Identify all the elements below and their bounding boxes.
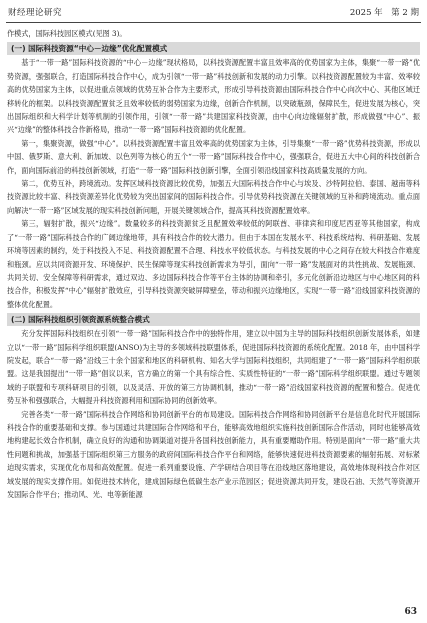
body-paragraph: 第二，优势互补，跨境流动。发挥区域科技资源比较优势，加强五大国际科技合作中心与埃及、沙特阿拉伯、泰国、越南等科技资源比较丰富、科技资源差异化优势较为突出国家间的国际科技合作。引导优势科技资源在关键领域的互补和跨境流动。重点面向解决“一带一路”区域发展的现实科技创新问题，开展关键领域合作，提高其科技资源配置效率。 (7, 179, 420, 215)
body-paragraph: 第一，集聚资源，做强“中心”。以科技资源配置丰富且效率高的优势国家为主体，引导集聚“一带一路”优势科技资源，形成以中国、俄罗斯、意大利、新加坡、以色列等为核心的五个“一带一路”国际科技合作中心，强强联合，促进五大中心间的科技创新合作，面向国际前沿的科技创新领域，打造“一带一路”国际科技创新引擎，全面引领沿线国家科技高质量发展的方向。 (7, 138, 420, 175)
page-number: 63 (404, 607, 417, 617)
body-paragraph: 基于“一带一路”国际科技资源的“中心－边缘”现状格局，以科技资源配置丰富且效率高的优势国家为主体，集聚“一带一路”优势资源，强强联合，打造国际科技合作中心，成为引领“一带一路”科技创新和发展的动力引擎。以科技资源配置较为丰富、效率较高的优势国家为主体，以促进重点领域的优势互补合作为主要形式，形成引导科技资源由国际科技合作中心向次中心、其他区域迁移转化的框架。以科技资源配置贫乏且效率较低的弱势国家为边缘，创新合作机制，以突破瓶颈，保障民生，促进发展为核心，突出国际组织和大科学计划等机制的引领作用，引领“一带一路”共建国家科技资源，由中心向边缘辐射扩散，形成做强“中心”、振兴“边缘”的整体科技合作新格局，推动“一带一路”国际科技资源的优化配置。 (7, 58, 420, 135)
journal-name: 财经理论研究 (8, 8, 63, 18)
header-rule (6, 22, 421, 23)
article-body (7, 27, 420, 501)
section-heading: (一) 国际科技资源“中心－边缘”优化配置模式 (7, 42, 420, 55)
body-paragraph: 第三，辐射扩散，振兴“边缘”。数量较多的科技资源贫乏且配置效率较低的阿联酋、菲律宾和印度尼西亚等其他国家，构成了“一带一路”国际科技合作的广阔边缘地带，具有科技合作的较大潜力。但由于本国在发展水平、科技系统结构、科研基础、发展环境等因素的制约，处于科技投入不足、科技资源配置不合理、科技水平较低状态。与科技发展的中心之间存在较大科技合作难度和瓶颈。应以共同资源开发、环境保护、民生保障等现实科技创新需求为导引，面向“一带一路”发展面对的共性挑战、发展瓶颈、共同关切、安全保障等科研需求，通过双边、多边国际科技合作等平台主体的协调和牵引，多元化创新沿边地区与中心地区间的科技合作，积极发挥“中心”辐射扩散效应，引导科技资源突破屏障壁垒，带动和振兴边缘地区，实现“一带一路”沿线国家科技资源的整体优化配置。 (7, 219, 420, 309)
section-heading: (二) 国际科技组织引领资源系统整合模式 (7, 313, 420, 326)
body-paragraph: 充分发挥国际科技组织在引领“一带一路”国际科技合作中的独特作用，建立以中国为主导的国际科技组织创新发展体系，如建立以“一带一路”国际科学组织联盟(ANSO)为主导的多领域科技联盟体系，促进国际科技资源的系统化配置。2018 年，由中国科学院发起，联合“一带一路”沿线三十余个国家和地区的科研机构、知名大学与国际科技组织，共同组建了“一带一路”国际科学组织联盟。这是我国提出“一带一路”倡议以来，官方确立的第一个具有综合性、实质性特征的“一带一路”国际科学组织联盟。通过专题领域的子联盟和专项科研项目的引领，以及灵活、开放的第三方协调机制，推动“一带一路”沿线国家科技资源的配置和整合。促进优势互补和强强联合，大幅提升科技资源利用和国际协同的创新效率。 (7, 329, 420, 406)
body-paragraph: 完善各类“一带一路”国际科技合作网络和协同创新平台的布局建设。国际科技合作网络和协同创新平台是信息化时代开展国际科技合作的重要基础和支撑。参与国通过共建国际合作网络和平台，能够高效地组织实施科技创新国际合作活动，同时也能够高效地构建起长效合作机制，确立良好的沟通和协调渠道对提升各国科技创新能力，具有重要赠助作用。特别是面向“一带一路”重大共性问题和挑战，加强基于国际组织第三方服务的政府间国际科技合作平台和网络，能够快速促进科技资源要素的辐射拓展、对标紧迫现实需求，实现优化布局和高效配置。促进一系列重要设施、产学研结合项目等在沿线地区落地建设，高效地体现科技合作对区域发展的现实支撑作用。如促进技术转化，建成国际绿色低碳生态产业示范园区；促进资源共同开发，建设石油、天然气等资源开发国际合作平台；推动风、光、电等新能源 (7, 409, 420, 499)
running-header (0, 0, 427, 24)
issue-label: 2025 年 第 2 期 (349, 8, 419, 18)
body-paragraph: 作模式，国际科技园区模式(见图 3)。 (7, 29, 127, 38)
